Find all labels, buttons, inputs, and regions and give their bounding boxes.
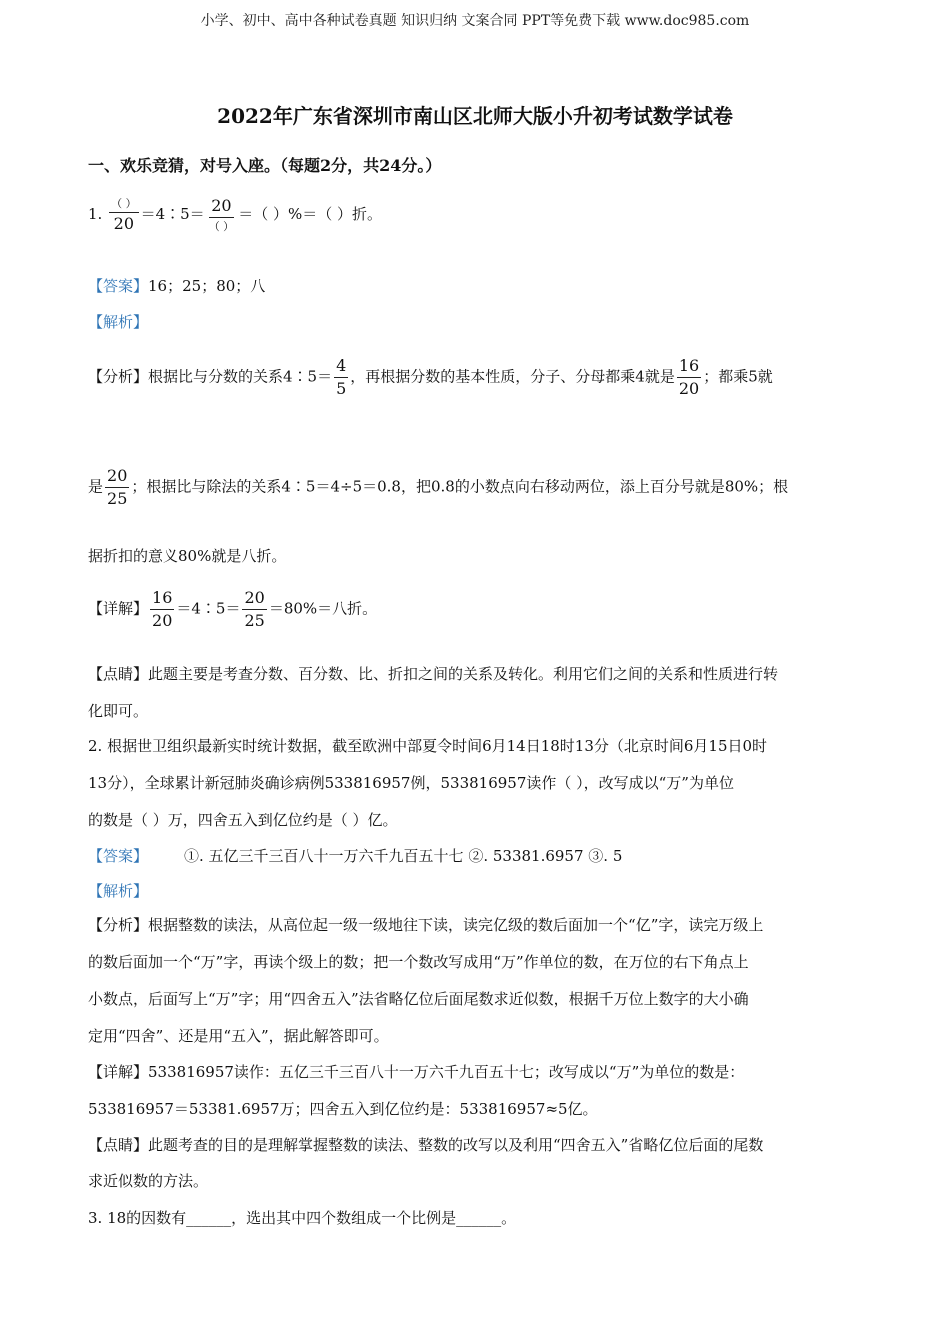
analysis-line-1	[88, 915, 763, 935]
question-2-line-3: 的数是（ ）万，四舍五入到亿位约是（ ）亿。	[88, 811, 398, 829]
text: 根据比与分数的关系4∶5＝	[148, 367, 333, 386]
comment-line-2: 求近似数的方法。	[88, 1172, 209, 1190]
fraction-denominator: （ ）	[208, 220, 235, 233]
fraction-20-25	[242, 590, 266, 629]
fraction-numerator: 16	[677, 358, 701, 378]
question-tail: ＝（ ）%＝（ ）折。	[238, 205, 382, 223]
question-1	[88, 198, 382, 232]
exam-title: 2022年广东省深圳市南山区北师大版小升初考试数学试卷	[217, 104, 733, 128]
detail-line	[88, 590, 377, 629]
analysis-line-2	[88, 468, 788, 507]
fraction-numerator: （ ）	[109, 198, 139, 213]
text: ，再根据分数的基本性质，分子、分母都乘4就是	[350, 367, 675, 386]
question-3: 3. 18的因数有______，选出其中四个数组成一个比例是______。	[88, 1209, 517, 1227]
fraction-4-5	[334, 358, 348, 397]
analysis-line-2: 的数后面加一个“万”字，再读个级上的数；把一个数改写成用“万”作单位的数，在万位的右下角点上	[88, 953, 749, 971]
fenxi-label: 【分析】	[88, 367, 149, 386]
fraction-16-20	[677, 358, 701, 397]
text: 是	[88, 477, 104, 496]
answer-label: 【答案】	[88, 847, 149, 865]
section-heading: 一、欢乐竞猜，对号入座。（每题2分，共24分。）	[88, 156, 442, 175]
text: ＝4∶5＝	[176, 599, 241, 618]
analysis-line-3: 据折扣的意义80%就是八折。	[88, 547, 287, 565]
fraction-numerator: 20	[105, 468, 129, 488]
page-header: 小学、初中、高中各种试卷真题 知识归纳 文案合同 PPT等免费下载 www.doc985.com	[200, 13, 750, 29]
text: 此题主要是考查分数、百分数、比、折扣之间的关系及转化。利用它们之间的关系和性质进行转	[148, 665, 779, 683]
analysis-label: 【解析】	[88, 313, 149, 331]
fraction-numerator: 4	[334, 358, 348, 378]
text: ＝80%＝八折。	[268, 599, 378, 618]
answer-label: 【答案】	[88, 277, 149, 295]
ratio-text: ＝4∶5＝	[140, 205, 205, 223]
fraction-denominator: 5	[336, 379, 347, 398]
fraction-16-20	[150, 590, 174, 629]
fraction-denominator: 20	[678, 379, 700, 398]
fraction-numerator: 16	[150, 590, 174, 610]
fraction-numerator: 20	[242, 590, 266, 610]
fraction-numerator: 20	[209, 198, 233, 218]
answer-text: 16；25；80；八	[148, 277, 266, 295]
analysis-line-1	[88, 358, 773, 397]
detail-line-2: 533816957＝53381.6957万；四舍五入到亿位约是：533816957≈5亿。	[88, 1100, 598, 1118]
answer-text: ①. 五亿三千三百八十一万六千九百五十七 ②. 53381.6957 ③. 5	[184, 847, 623, 865]
text: ；都乘5就	[703, 367, 773, 386]
dianjing-label: 【点睛】	[88, 665, 149, 683]
analysis-label: 【解析】	[88, 882, 149, 900]
xiangjie-label: 【详解】	[88, 599, 149, 618]
xiangjie-label: 【详解】	[88, 1063, 149, 1081]
text: 此题考查的目的是理解掌握整数的读法、整数的改写以及利用“四舍五入”省略亿位后面的尾数	[148, 1136, 764, 1154]
comment-line-1	[88, 664, 778, 684]
answer-line	[88, 846, 622, 866]
answer-line	[88, 276, 265, 296]
comment-line-1	[88, 1135, 763, 1155]
analysis-line-3: 小数点，后面写上“万”字；用“四舍五入”法省略亿位后面尾数求近似数，根据千万位上数字的大小确	[88, 990, 749, 1008]
detail-line-1	[88, 1062, 744, 1082]
text: 533816957读作：五亿三千三百八十一万六千九百五十七；改写成以“万”为单位的数是：	[148, 1063, 745, 1081]
analysis-line-4: 定用“四舍”、还是用“五入”，据此解答即可。	[88, 1027, 389, 1045]
comment-line-2: 化即可。	[88, 702, 149, 720]
fraction-denominator: 25	[107, 489, 128, 508]
text: 根据整数的读法，从高位起一级一级地往下读，读完亿级的数后面加一个“亿”字，读完万级上	[148, 916, 764, 934]
fraction-denominator: 20	[113, 214, 135, 233]
fenxi-label: 【分析】	[88, 916, 149, 934]
fraction-denominator: 25	[244, 611, 265, 630]
text: ；根据比与除法的关系4∶5＝4÷5＝0.8，把0.8的小数点向右移动两位，添上百分号就是80%；根	[131, 477, 789, 496]
question-2-line-1: 2. 根据世卫组织最新实时统计数据，截至欧洲中部夏令时间6月14日18时13分（北京时间6月15日0时	[88, 737, 768, 755]
dianjing-label: 【点睛】	[88, 1136, 149, 1154]
fraction-20-25	[105, 468, 129, 507]
fraction-20-over-blank	[207, 198, 237, 232]
fraction-blank-over-20	[109, 198, 139, 232]
question-number: 1.	[88, 205, 103, 223]
question-2-line-2: 13分），全球累计新冠肺炎确诊病例533816957例，533816957读作（ ），改写成以“万”为单位	[88, 774, 734, 792]
fraction-denominator: 20	[152, 611, 173, 630]
